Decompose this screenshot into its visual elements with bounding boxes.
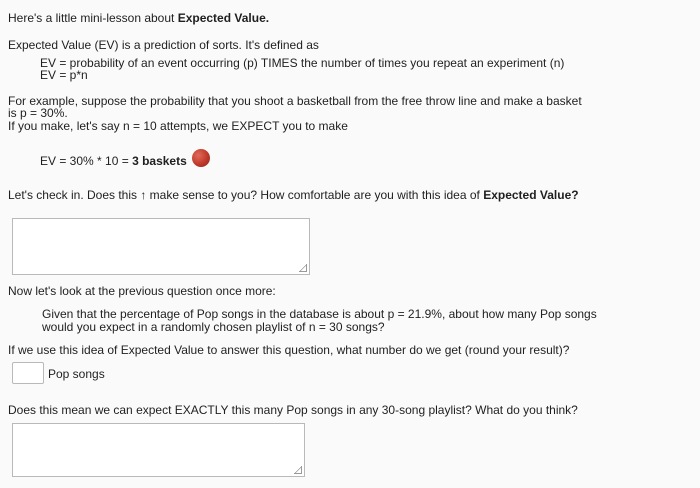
check-in-term: Expected Value? — [483, 188, 579, 202]
intro-line — [8, 12, 269, 25]
previous-question-line-2: would you expect in a randomly chosen playlist of n = 30 songs? — [42, 320, 385, 334]
resize-handle-icon[interactable] — [294, 466, 302, 474]
example-line-3: If you make, let's say n = 10 attempts, we EXPECT you to make — [8, 119, 348, 133]
resize-handle-icon[interactable] — [299, 264, 307, 272]
formula-definition: EV = probability of an event occurring (p) TIMES the number of times you repeat an experiment (n) — [40, 56, 565, 70]
check-in-question — [8, 189, 579, 202]
comfort-response-textarea[interactable] — [12, 218, 310, 275]
definition-line: Expected Value (EV) is a prediction of sorts. It's defined as — [8, 38, 319, 52]
formula-short: EV = p*n — [40, 68, 88, 82]
pop-songs-input[interactable] — [12, 362, 44, 384]
pop-songs-unit: Pop songs — [48, 367, 105, 381]
check-in-text: Let's check in. Does this ↑ make sense to you? How comfortable are you with this idea of — [8, 188, 484, 202]
exactly-response-textarea[interactable] — [12, 423, 305, 477]
basketball-icon — [192, 149, 210, 167]
ev-example-result: 3 baskets — [132, 154, 187, 168]
previous-question-line-1: Given that the percentage of Pop songs in the database is about p = 21.9%, about how many Pop songs — [42, 307, 597, 321]
intro-term: Expected Value. — [177, 11, 270, 25]
ev-example-expression: EV = 30% * 10 = — [40, 154, 133, 168]
previous-question-heading: Now let's look at the previous question once more: — [8, 284, 276, 298]
example-line-1: For example, suppose the probability that you shoot a basketball from the free throw line and make a basket — [8, 94, 582, 108]
intro-text: Here's a little mini-lesson about — [8, 11, 178, 25]
exactly-question: Does this mean we can expect EXACTLY this many Pop songs in any 30-song playlist? What do you think? — [8, 403, 578, 417]
example-line-2: is p = 30%. — [8, 106, 68, 120]
ev-example — [40, 155, 187, 168]
ev-question: If we use this idea of Expected Value to answer this question, what number do we get (round your result)? — [8, 343, 570, 357]
